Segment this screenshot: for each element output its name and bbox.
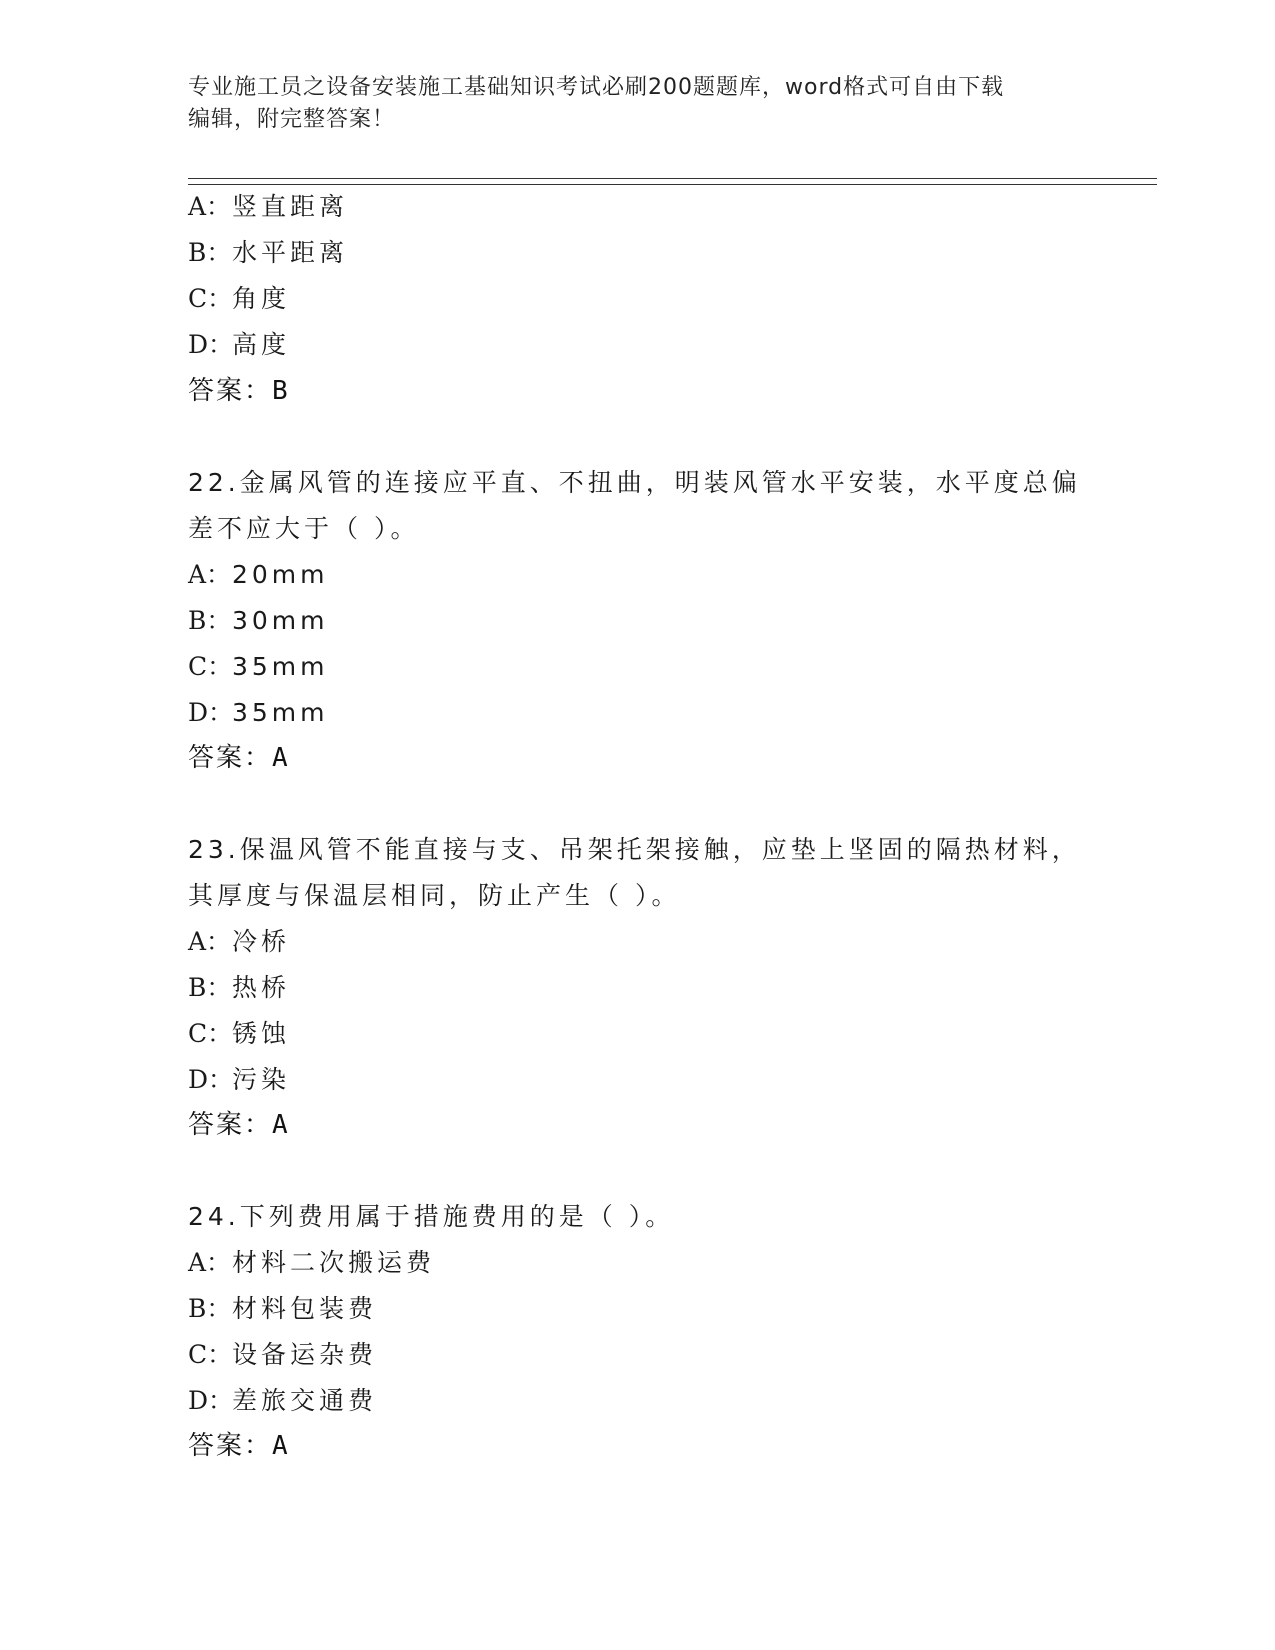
answer-label: 答案：	[188, 376, 273, 406]
option-text: 角度	[232, 284, 291, 313]
option-c	[188, 1338, 377, 1372]
option-c	[188, 282, 290, 316]
option-a	[188, 558, 329, 592]
question-stem-line-1: 24.下列费用属于措施费用的是（ ）。	[188, 1202, 675, 1231]
option-d	[188, 696, 329, 730]
document-header	[188, 72, 1088, 136]
question-stem-line-1: 22.金属风管的连接应平直、不扭曲，明装风管水平安装，水平度总偏	[188, 468, 1081, 497]
option-a	[188, 1246, 435, 1280]
header-title-line-2: 编辑，附完整答案！	[188, 107, 396, 132]
option-letter: A：	[188, 927, 232, 956]
question-stem-line-1: 23.保温风管不能直接与支、吊架托架接触，应垫上坚固的隔热材料，	[188, 835, 1081, 864]
option-letter: B：	[188, 1294, 232, 1323]
option-d	[188, 328, 290, 362]
option-b	[188, 1292, 377, 1326]
option-letter: B：	[188, 606, 232, 635]
option-letter: D：	[188, 330, 234, 359]
option-b	[188, 971, 290, 1005]
answer-label: 答案：	[188, 1431, 273, 1461]
option-d	[188, 1384, 377, 1418]
option-text: 冷桥	[232, 927, 291, 956]
option-letter: A：	[188, 560, 232, 589]
option-letter: D：	[188, 1386, 234, 1415]
option-b	[188, 236, 348, 270]
question-stem-line-2: 其厚度与保温层相同，防止产生（ ）。	[188, 881, 681, 910]
option-letter: A：	[188, 192, 232, 221]
header-divider-bottom	[188, 184, 1157, 185]
header-divider-top	[188, 178, 1157, 179]
option-text: 高度	[232, 330, 291, 359]
answer	[188, 1429, 288, 1463]
option-text: 35mm	[232, 698, 329, 727]
option-a	[188, 925, 290, 959]
option-b	[188, 604, 329, 638]
answer	[188, 741, 288, 775]
option-text: 差旅交通费	[232, 1386, 378, 1415]
answer	[188, 374, 288, 408]
answer-value: A	[272, 743, 288, 773]
answer-label: 答案：	[188, 743, 273, 773]
option-letter: B：	[188, 238, 232, 267]
option-text: 20mm	[232, 560, 329, 589]
option-text: 材料包装费	[232, 1294, 378, 1323]
option-text: 热桥	[232, 973, 291, 1002]
option-letter: C：	[188, 652, 233, 681]
option-text: 水平距离	[232, 238, 349, 267]
option-letter: C：	[188, 284, 233, 313]
option-c	[188, 1017, 290, 1051]
option-letter: D：	[188, 698, 234, 727]
header-title-line-1: 专业施工员之设备安装施工基础知识考试必刷200题题库，word格式可自由下载	[188, 75, 1005, 100]
option-text: 设备运杂费	[232, 1340, 378, 1369]
option-text: 材料二次搬运费	[232, 1248, 436, 1277]
answer-label: 答案：	[188, 1110, 273, 1140]
option-text: 锈蚀	[232, 1019, 291, 1048]
option-letter: C：	[188, 1340, 233, 1369]
option-c	[188, 650, 329, 684]
option-letter: B：	[188, 973, 232, 1002]
answer-value: A	[272, 1110, 288, 1140]
question-stem-line-2: 差不应大于（ ）。	[188, 514, 420, 543]
option-a	[188, 190, 348, 224]
option-letter: D：	[188, 1065, 234, 1094]
option-text: 35mm	[232, 652, 329, 681]
answer	[188, 1108, 288, 1142]
option-text: 竖直距离	[232, 192, 349, 221]
answer-value: A	[272, 1431, 288, 1461]
option-text: 污染	[232, 1065, 291, 1094]
option-letter: C：	[188, 1019, 233, 1048]
option-d	[188, 1063, 290, 1097]
option-text: 30mm	[232, 606, 329, 635]
option-letter: A：	[188, 1248, 232, 1277]
answer-value: B	[272, 376, 288, 406]
